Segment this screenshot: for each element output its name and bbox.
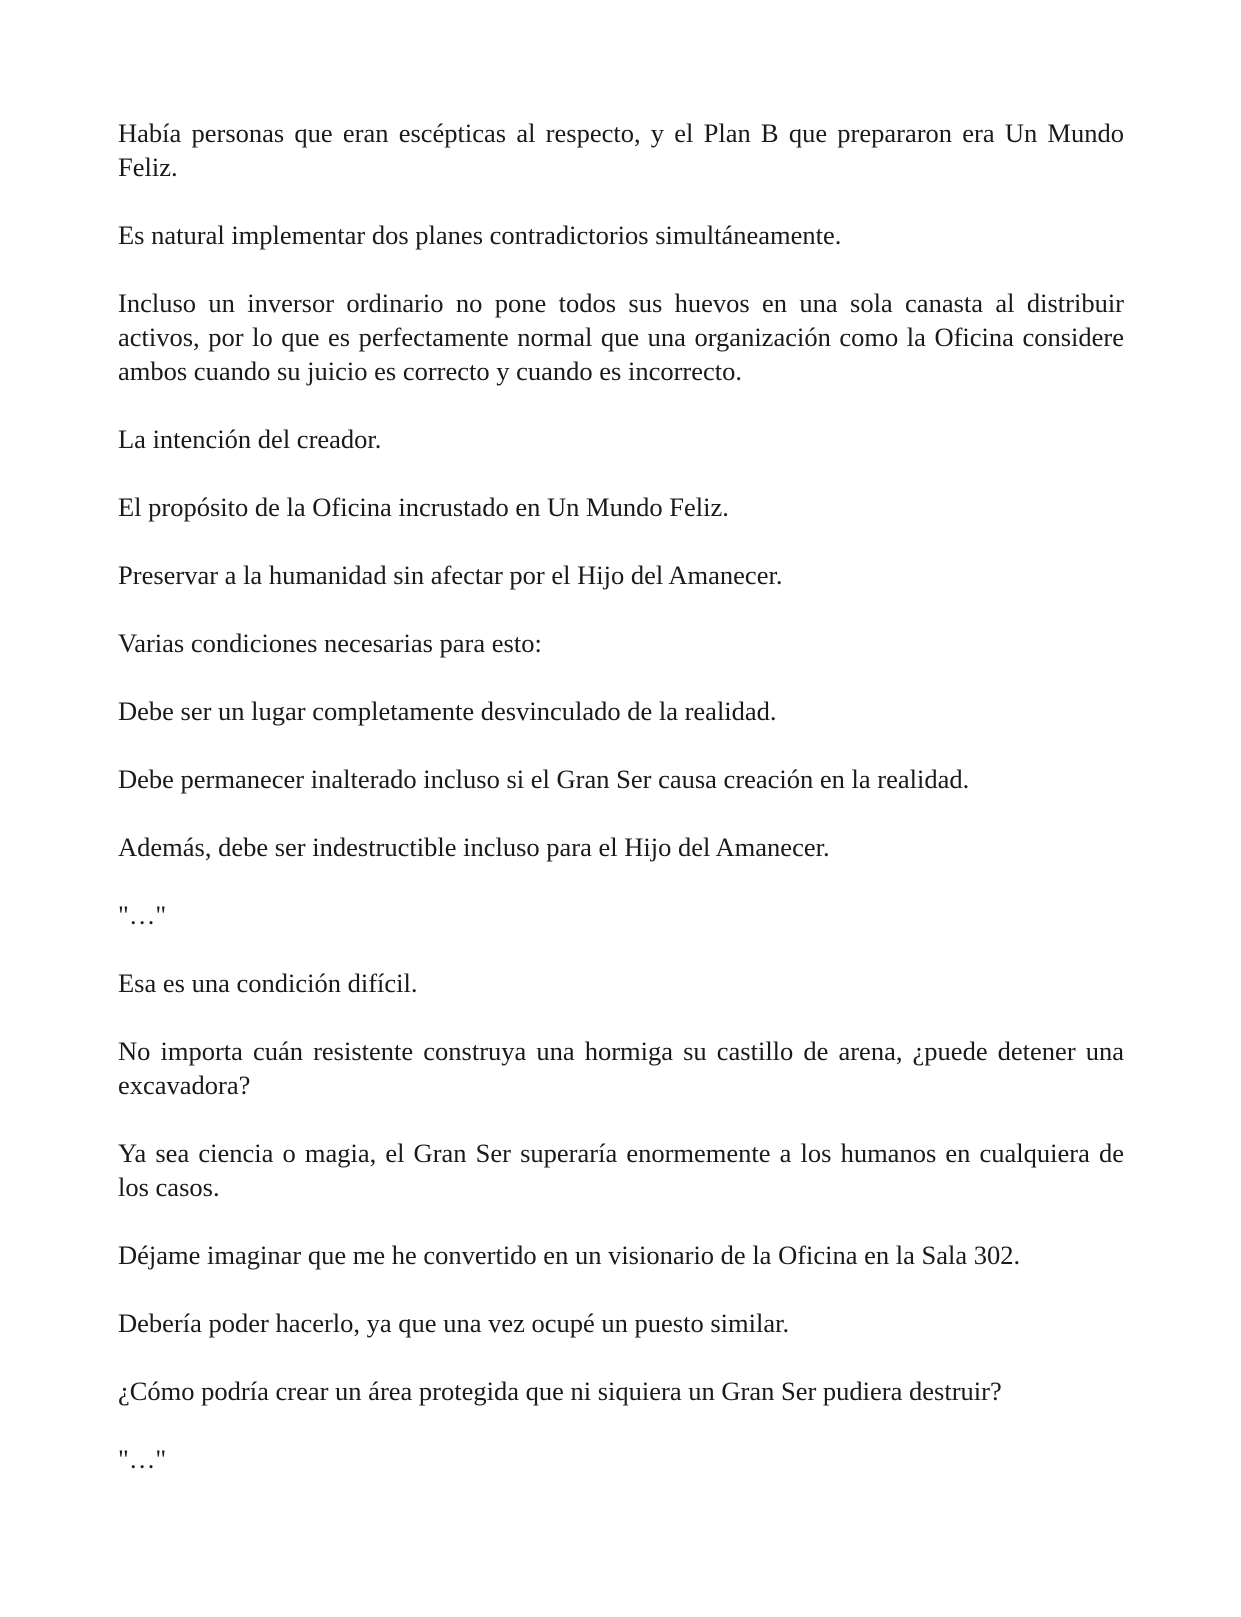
paragraph: "…" [118, 900, 167, 930]
paragraph: Ya sea ciencia o magia, el Gran Ser superaría enormemente a los humanos en cualquiera de los casos. [118, 1138, 1124, 1202]
paragraph: Había personas que eran escépticas al respecto, y el Plan B que prepararon era Un Mundo Feliz. [118, 118, 1124, 182]
paragraph: No importa cuán resistente construya una hormiga su castillo de arena, ¿puede detener una excavadora? [118, 1036, 1124, 1100]
paragraph: "…" [118, 1444, 167, 1474]
paragraph: Debe ser un lugar completamente desvinculado de la realidad. [118, 696, 777, 726]
document-body [118, 116, 1124, 1510]
paragraph: Es natural implementar dos planes contradictorios simultáneamente. [118, 220, 842, 250]
paragraph: El propósito de la Oficina incrustado en Un Mundo Feliz. [118, 492, 729, 522]
paragraph: La intención del creador. [118, 424, 382, 454]
paragraph: Esa es una condición difícil. [118, 968, 418, 998]
paragraph: Incluso un inversor ordinario no pone todos sus huevos en una sola canasta al distribuir activos, por lo que es perfectamente normal que una organización como la Oficina considere ambos cuando su juicio es correcto y cuando es incorrecto. [118, 288, 1124, 386]
paragraph: ¿Cómo podría crear un área protegida que ni siquiera un Gran Ser pudiera destruir? [118, 1376, 1002, 1406]
paragraph: Debe permanecer inalterado incluso si el Gran Ser causa creación en la realidad. [118, 764, 970, 794]
paragraph: Varias condiciones necesarias para esto: [118, 628, 542, 658]
paragraph: Déjame imaginar que me he convertido en un visionario de la Oficina en la Sala 302. [118, 1240, 1021, 1270]
paragraph: Además, debe ser indestructible incluso para el Hijo del Amanecer. [118, 832, 830, 862]
paragraph: Debería poder hacerlo, ya que una vez ocupé un puesto similar. [118, 1308, 790, 1338]
paragraph: Preservar a la humanidad sin afectar por el Hijo del Amanecer. [118, 560, 783, 590]
